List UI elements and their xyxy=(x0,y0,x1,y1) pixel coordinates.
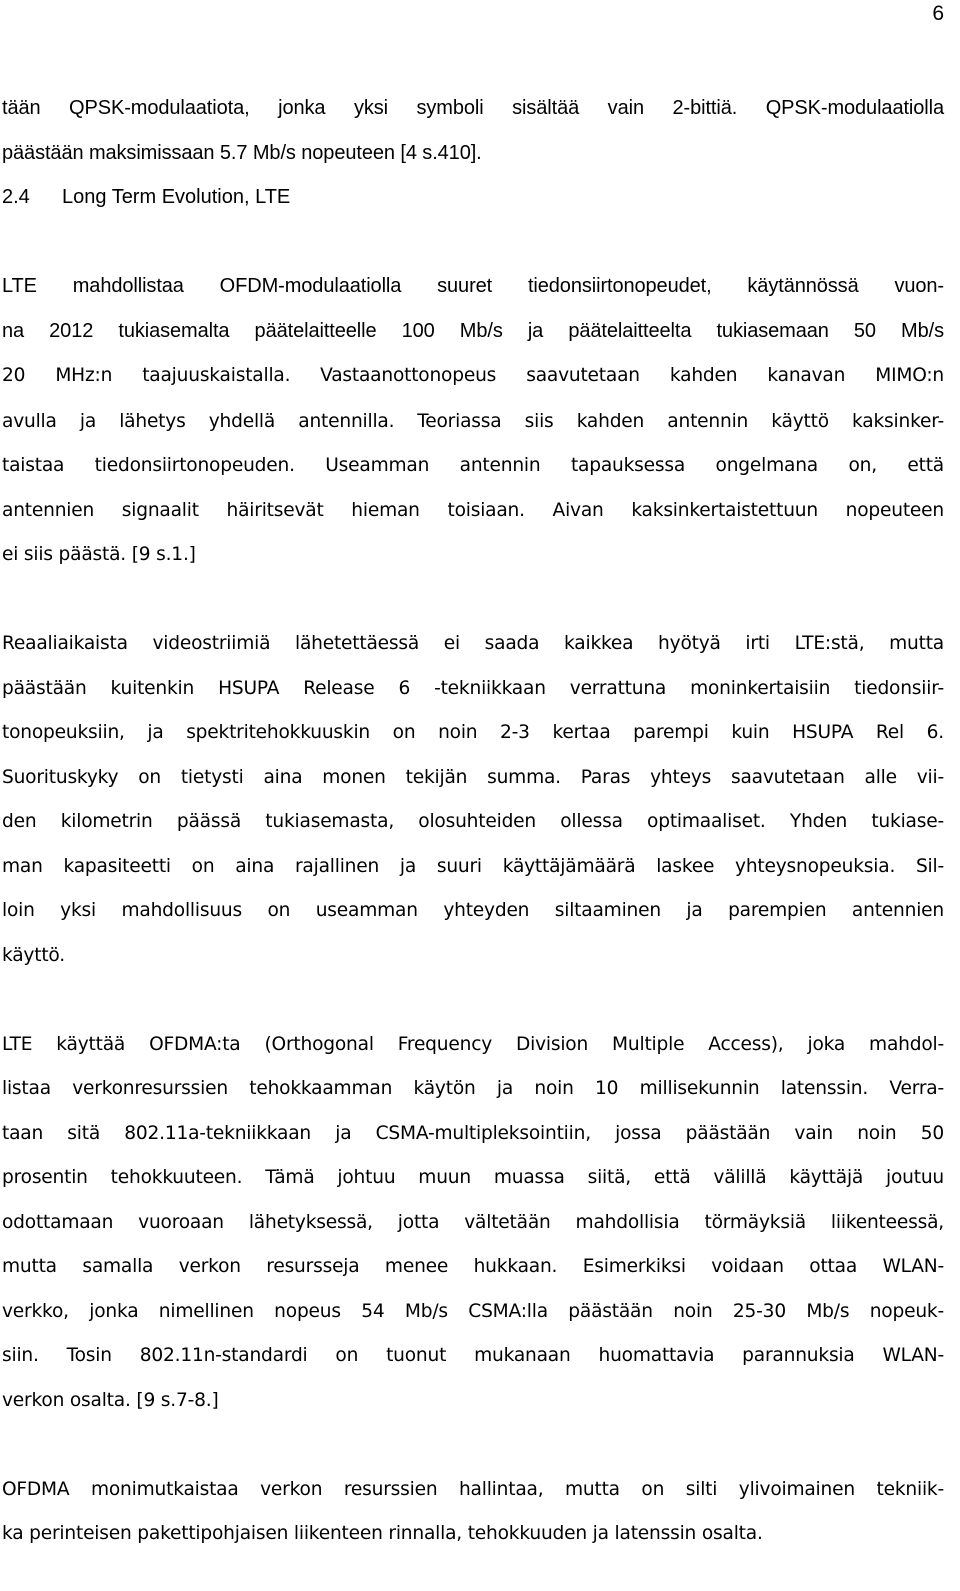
paragraph-ofdma-complexity xyxy=(2,1468,944,1557)
text-line: päästään kuitenkin HSUPA Release 6 -tekniikkaan verrattuna moninkertaisiin tiedonsiir- xyxy=(2,677,944,699)
text-line: verkon osalta. [9 s.7-8.] xyxy=(2,1389,219,1411)
text-span: Teoriassa siis kahden antennin käyttö kaksinker- xyxy=(417,410,945,432)
page-number: 6 xyxy=(932,2,944,25)
section-number: 2.4 xyxy=(2,186,30,208)
intro-paragraph xyxy=(2,86,944,175)
text-line: prosentin tehokkuuteen. Tämä johtuu muun muassa siitä, että välillä käyttäjä joutuu xyxy=(2,1167,944,1188)
section-heading xyxy=(2,175,944,220)
page-content xyxy=(2,86,944,1557)
text-span: avulla ja lähetys yhdellä antennilla. xyxy=(2,410,395,432)
text-line: mutta samalla verkon resursseja menee hukkaan. Esimerkiksi voidaan ottaa WLAN- xyxy=(2,1256,944,1277)
text-line: tään QPSK-modulaatiota, jonka yksi symboli sisältää vain 2-bittiä. QPSK-modulaatiolla xyxy=(2,97,944,119)
text-span: Vastaanottonopeus saavutetaan kahden kanavan MIMO:n xyxy=(320,365,944,386)
text-span: 20 MHz:n taajuuskaistalla. xyxy=(2,365,291,386)
text-line: listaa verkonresurssien tehokkaamman käytön ja noin 10 millisekunnin latenssin. Verra- xyxy=(2,1078,944,1099)
text-line: verkko, jonka nimellinen nopeus 54 Mb/s CSMA:lla päästään noin 25-30 Mb/s nopeuk- xyxy=(2,1300,944,1322)
text-line: ka perinteisen pakettipohjaisen liikenteen rinnalla, tehokkuuden ja latenssin osalta. xyxy=(2,1523,763,1544)
text-line: käyttö. xyxy=(2,944,65,966)
text-line: odottamaan vuoroaan lähetyksessä, jotta vältetään mahdollisia törmäyksiä liikenteessä, xyxy=(2,1211,944,1233)
text-line: ei siis päästä. [9 s.1.] xyxy=(2,544,196,565)
text-line: antennien signaalit häiritsevät hieman toisiaan. Aivan kaksinkertaistettuun nopeuteen xyxy=(2,499,944,521)
text-line-mixed xyxy=(2,353,944,399)
paragraph-lte-intro xyxy=(2,264,944,578)
text-line: LTE mahdollistaa OFDM-modulaatiolla suuret tiedonsiirtonopeudet, käytännössä vuon- xyxy=(2,275,944,297)
paragraph-ofdma xyxy=(2,1023,944,1424)
paragraph-video-streaming xyxy=(2,622,944,978)
section-title: Long Term Evolution, LTE xyxy=(62,186,291,208)
text-line: LTE käyttää OFDMA:ta (Orthogonal Frequency Division Multiple Access), joka mahdol- xyxy=(2,1033,944,1055)
text-line: Reaaliaikaista videostriimiä lähetettäessä ei saada kaikkea hyötyä irti LTE:stä, mutta xyxy=(2,633,944,654)
text-line: OFDMA monimutkaistaa verkon resurssien hallintaa, mutta on silti ylivoimainen tekniik- xyxy=(2,1478,944,1500)
text-line: taan sitä 802.11a-tekniikkaan ja CSMA-multipleksointiin, jossa päästään vain noin 50 xyxy=(2,1122,944,1144)
text-line: den kilometrin päässä tukiasemasta, olosuhteiden ollessa optimaaliset. Yhden tukiase- xyxy=(2,811,944,832)
text-line-mixed xyxy=(2,399,944,445)
text-line: päästään maksimissaan 5.7 Mb/s nopeuteen [4 s.410]. xyxy=(2,141,482,164)
text-line: siin. Tosin 802.11n-standardi on tuonut mukanaan huomattavia parannuksia WLAN- xyxy=(2,1345,944,1366)
text-line: na 2012 tukiasemalta päätelaitteelle 100 Mb/s ja päätelaitteelta tukiasemaan 50 Mb/s xyxy=(2,319,944,342)
text-line: Suorituskyky on tietysti aina monen tekijän summa. Paras yhteys saavutetaan alle vii- xyxy=(2,766,944,788)
text-line: tonopeuksiin, ja spektritehokkuuskin on noin 2-3 kertaa parempi kuin HSUPA Rel 6. xyxy=(2,722,944,743)
text-line: man kapasiteetti on aina rajallinen ja suuri käyttäjämäärä laskee yhteysnopeuksia. Sil- xyxy=(2,855,944,877)
text-line: loin yksi mahdollisuus on useamman yhteyden siltaaminen ja parempien antennien xyxy=(2,900,944,921)
text-line: taistaa tiedonsiirtonopeuden. Useamman antennin tapauksessa ongelmana on, että xyxy=(2,455,944,476)
